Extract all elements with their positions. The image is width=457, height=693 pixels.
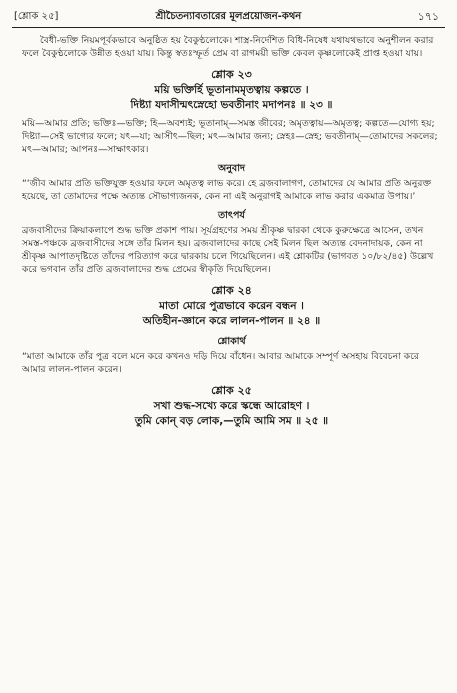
header-verse-ref: [শ্লোক ২৫] — [14, 11, 59, 22]
verse-23-word-meaning: ময়ি—আমার প্রতি; ভক্তিঃ—ভক্তি; হি—অবশ্যই; ভূতানাম্—সমস্ত জীবের; অমৃতত্বায়—অমৃতত্ব; কল্পতে—যোগ্য হয়; দিষ্ট্যা—সেই ভাগ্যের ফলে; যৎ—যা; আসীৎ—ছিল; মৎ—আমার জন্য; স্নেহঃ—স্নেহ; ভবতীনাম্—তোমাদের সকলের; মৎ—আমার; আপনঃ—সাক্ষাৎকার। — [22, 118, 438, 155]
verse-23-purport-label: তাৎপর্য — [218, 210, 245, 221]
verse-23-line-1: ময়ি ভক্তির্হি ভূতানামমৃতত্বায় কল্পতে । — [154, 84, 309, 96]
header-page-number: ১৭১ — [417, 10, 439, 23]
page-header — [12, 8, 445, 26]
verse-25-line-2: তুমি কোন্ বড় লোক,—তুমি আমি সম ॥ ২৫ ॥ — [134, 415, 329, 427]
verse-23-label: শ্লোক ২৩ — [211, 68, 252, 81]
verse-25-label: শ্লোক ২৫ — [211, 384, 252, 397]
verse-24-line-2: অতিহীন-জ্ঞানে করে লালন-পালন ॥ ২৪ ॥ — [142, 315, 321, 327]
intro-paragraph: বৈধী-ভক্তি নিয়মপূর্বকভাবে অনুষ্ঠিত হয় বৈকুণ্ঠলোকে। শাস্ত্র-নির্দেশিত বিধি-নিষেধ যথাযথভাবে অনুশীলন করার ফলে বৈকুণ্ঠলোকে উন্নীত হওয়া যায়। কিন্তু স্বতঃস্ফূর্ত প্রেম বা রাগময়ী ভক্তি কেবল কৃষ্ণলোকেই প্রাপ্ত হওয়া যায়। — [22, 35, 434, 59]
page-body — [22, 34, 441, 429]
verse-24-meaning-label: শ্লোকার্থ — [217, 336, 246, 347]
verse-23-translation-label: অনুবাদ — [218, 163, 245, 174]
verse-23-translation: “‘জীব আমার প্রতি ভক্তিযুক্ত হওয়ার ফলে অমৃতত্ব লাভ করে। হে ব্রজবালাগণ, তোমাদের যে আমার প্রতি অনুরক্ত হয়েছে, তা তোমাদের পক্ষে অত্যন্ত সৌভাগ্যজনক, কেন না এই অনুরাগই আমাকে লাভ করার একমাত্র উপায়।’ — [22, 178, 432, 202]
header-chapter-title: শ্রীচৈতন্যাবতারের মূলপ্রয়োজন-কথন — [155, 11, 302, 22]
verse-23-purport: ব্রজবাসীদের ক্রিয়াকলাপে শুদ্ধ ভক্তি প্রকাশ পায়। সূর্যগ্রহণের সময় শ্রীকৃষ্ণ দ্বারকা থেকে কুরুক্ষেত্রে আসেন, তখন সমস্ত-পঞ্চকে ব্রজবাসীদের সঙ্গে তাঁর মিলন হয়। ব্রজবালাদের কাছে সেই মিলন ছিল অত্যন্ত বেদনাদায়ক, কেন না শ্রীকৃষ্ণ আপাতদৃষ্টিতে তাঁদের পরিত্যাগ করে দ্বারকায় চলে গিয়েছিলেন। এই শ্লোকটির (ভাগবত ১০/৮২/৪৫) উল্লেখ করে ভগবান তাঁর প্রতি ব্রজবালাদের শুদ্ধ প্রেমের স্বীকৃতি দিয়েছিলেন। — [22, 225, 434, 275]
verse-24-meaning: “মাতা আমাকে তাঁর পুত্র বলে মনে করে কখনও দড়ি দিয়ে বাঁধেন। আবার আমাকে সম্পূর্ণ অসহায় বিবেচনা করে আমার লালন-পালন করেন। — [22, 351, 419, 375]
verse-23-line-2: দিষ্ট্যা যদাসীন্মৎস্নেহো ভবতীনাং মদাপনঃ ॥ ২৩ ॥ — [130, 99, 333, 111]
verse-25-line-1: সখা শুদ্ধ-সখ্যে করে স্কন্ধে আরোহণ । — [153, 400, 310, 412]
verse-24-line-1: মাতা মোরে পুত্রভাবে করেন বন্ধন । — [159, 300, 304, 312]
header-divider — [12, 27, 445, 28]
verse-24-label: শ্লোক ২৪ — [211, 284, 252, 297]
